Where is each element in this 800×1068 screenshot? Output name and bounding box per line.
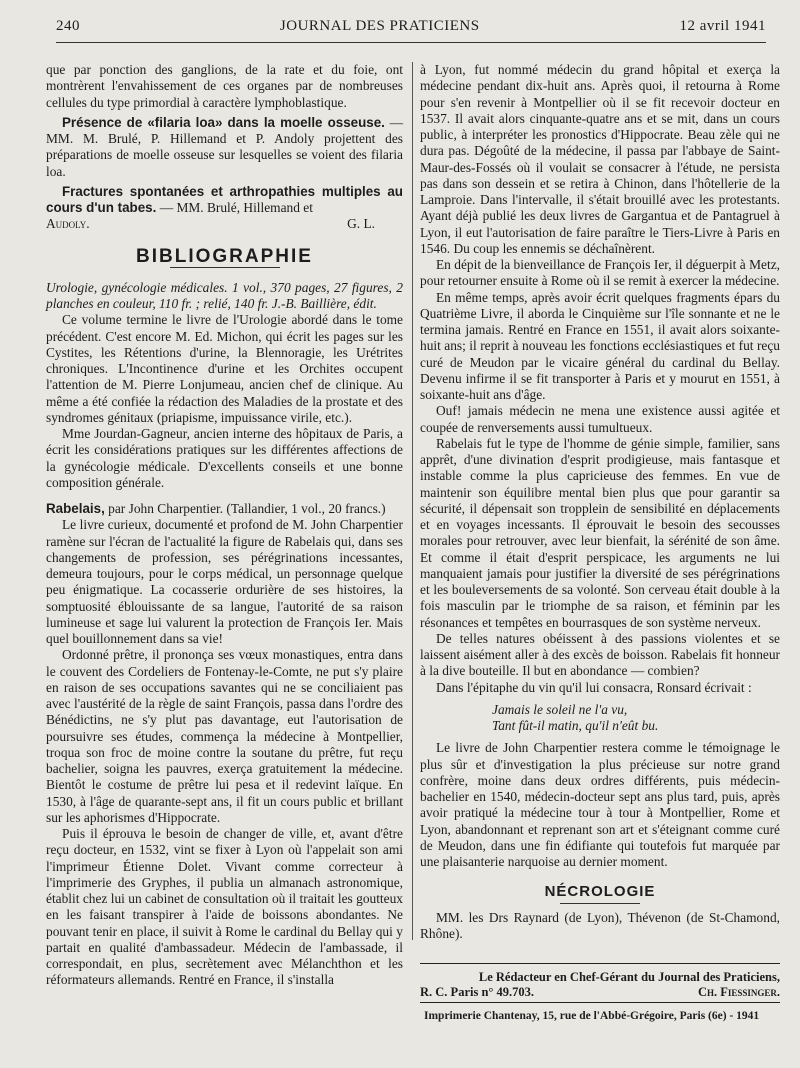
right-paragraph-5: Rabelais fut le type de l'homme de génie simple, familier, sans apprêt, d'une divination d'esprit prodigieuse, mais fantasque et instable comme la plus capricieuse des femmes. En vue de maintenir son équilibre mental bien plus que pour garantir sa sécurité, il dépensait son tropplein de sensibilité en déplacements et en voyages incessants. Il éprouvait le besoin des secousses morales pour retrouver, avec leur bienfait, la sérénité de son âme. Et comme il était d'esprit perspicace, les arguments ne lui manquaient jamais pour justifier la diversité de ses pérégrinations et les bouleversements de sa volonté. Son cerveau était double à la fois masculin par le triomphe de sa raison, et féminin par les résonances et tempêtes en bourrasques de son système nerveux. xyxy=(420,435,780,630)
poem-line-1: Jamais le soleil ne l'a vu, xyxy=(492,701,628,717)
footer-redacteur: Le Rédacteur en Chef-Gérant du Journal des Praticiens, xyxy=(478,970,780,984)
footer-imprimerie: Imprimerie Chantenay, 15, rue de l'Abbé-Grégoire, Paris (6e) - 1941 xyxy=(424,1010,760,1022)
issue-date: 12 avril 1941 xyxy=(679,18,766,34)
filaria-title: Présence de «filaria loa» dans la moelle osseuse. xyxy=(62,114,385,130)
footer-rule-top xyxy=(420,963,780,964)
fractures-text: — MM. Brulé, Hillemand et xyxy=(159,200,313,215)
rabelais-title: Rabelais, xyxy=(46,501,105,516)
signature-row xyxy=(46,216,403,232)
right-paragraph-6: De telles natures obéissent à des passions violentes et se laissent aisément aller à des excès de boisson. Rabelais fit honneur à la dive bouteille. Il but en abondance — combien? xyxy=(420,630,780,679)
rabelais-paragraph-1: Le livre curieux, documenté et profond de M. John Charpentier ramène sur l'écran de l'actualité la figure de Rabelais qui, dans ses changements de profession, ses pérégrinations incessantes, demeura toujours, pour le corps médical, un personnage quelque peu énigmatique. La cocasserie ordurière de ses histoires, la somptuosité éblouissante de sa langue, l'autorité de sa raison lumineuse et sage lui valurent la protection de François Ier. Mais quel bouillonnement dans sa vie! xyxy=(46,517,403,646)
intro-paragraph: que par ponction des ganglions, de la rate et du foie, ont montrèrent l'envahissement de ces organes par de nombreuses cellules du type primordial à caractère lymphoblastique. xyxy=(46,62,403,110)
fractures-author: Audoly. xyxy=(46,216,90,232)
urologie-reference: Urologie, gynécologie médicales. 1 vol., 370 pages, 27 figures, 2 planches en couleur, 110 fr. ; relié, 140 fr. J.-B. Baillière, édit. xyxy=(46,279,403,311)
page-number: 240 xyxy=(56,18,80,34)
footer-row xyxy=(420,985,780,1000)
rabelais-paragraph-3: Puis il éprouva le besoin de changer de ville, et, avant d'être reçu docteur, en 1532, vint se fixer à Lyon où l'appelait son ami l'imprimeur Étienne Dolet. Vivant comme correcteur à l'imprimerie des Gryphes, il publia un almanach astronomique, établit chez lui un cabinet de consultation où il traitait les goutteux en les faisant transpirer à l'aide de boissons abondantes. Ne pouvant tenir en place, il suivit à Rome le cardinal du Bellay qui y partait en qualité d'ambassadeur. Médecin de l'ambassade, il correspondait, en plus, secrètement avec Mélanchthon et les réformateurs allemands. Rentré en France, il s'installa xyxy=(46,826,403,988)
filaria-section xyxy=(46,115,403,180)
footer-gerant: Ch. Fiessinger. xyxy=(697,985,780,999)
filaria-text: — MM. M. Brulé, P. Hillemand et P. Andoly projettent des préparations de moelle osseuse sur lesquelles se voient des filaria loa. xyxy=(46,114,403,179)
urologie-paragraph-2: Mme Jourdan-Gagneur, ancien interne des hôpitaux de Paris, a écrit les considérations pratiques sur les différentes affections de la gynécologie médicale. D'excellents conseils et une bonne composition générale. xyxy=(46,426,403,490)
signature: G. L. xyxy=(347,216,375,232)
rabelais-ref-text: par John Charpentier. (Tallandier, 1 vol., 20 francs.) xyxy=(108,501,386,516)
rabelais-reference xyxy=(46,501,403,517)
bibliographie-heading: BIBLIOGRAPHIE xyxy=(136,245,313,267)
necrologie-text: MM. les Drs Raynard (de Lyon), Thévenon (de St-Chamond, Rhône). xyxy=(420,909,780,941)
right-paragraph-2: En dépit de la bienveillance de François Ier, il déguerpit à Metz, pour retourner ensuite à Rome où il se remit à exercer la médecine. xyxy=(420,257,780,289)
ronsard-poem xyxy=(492,702,780,735)
footer-rc: R. C. Paris n° 49.703. xyxy=(420,985,535,999)
header-rule xyxy=(56,42,766,43)
journal-title: JOURNAL DES PRATICIENS xyxy=(279,18,480,34)
right-paragraph-3: En même temps, après avoir écrit quelques fragments épars du Quatrième Livre, il aborda le Cinquième sur l'île sonnante et ne le termina jamais. Rentré en France en 1551, il avait alors soixante-huit ans; il reprit à nouveau les fonctions ecclésiastiques et fut reçu curé de Meudon par le vicaire général du cardinal du Bellay. Devenu infirme il se fit transporter à Paris et y mourut en 1551, à soixante-huit ans d'âge. xyxy=(420,289,780,402)
necrologie-heading: NÉCROLOGIE xyxy=(544,883,656,901)
right-column xyxy=(420,62,780,942)
right-paragraph-1: à Lyon, fut nommé médecin du grand hôpital et exerça la médecine pendant dix-huit ans. Après quoi, il retourna à Rome pour s'en revenir à Montpellier où il se fit recevoir docteur en 1537. Il avait alors cinquante-quatre ans et se mit, dans un cours public, à interpréter les pronostics d'Hippocrate. Beau zèle qui ne dura pas. Dégoûté de la médecine, il passa par l'abbaye de Saint-Maur-des-Fossés où il voulait se consacrer à l'étude, ne persista pas dans son dessein et se retira à Chinon, dans l'hôtellerie de la Lamproie. Dans l'intervalle, il s'était brouillé avec les protestants. Ayant déjà publié les deux livres de Gargantua et de Pantagruel à Lyon, il eut l'autorisation de faire paraître le Tiers-Livre à Paris en 1546. Du coup les ennemis se déchaînèrent. xyxy=(420,62,780,256)
footer-credits xyxy=(420,970,780,1000)
poem-line-2: Tant fût-il matin, qu'il n'eût bu. xyxy=(492,718,659,733)
right-paragraph-8: Le livre de John Charpentier restera comme le témoignage le plus sûr et d'investigation la plus précieuse sur notre grand confrère, moine dans deux ordres différents, puis médecin-bachelier en 1540, médecin-docteur sept ans plus tard, puis, après avoir pratiqué la médecine tour à tour à Montpellier, Rome et Lyon, abandonnant et reprenant son art et s'éteignant comme curé de Meudon, dans une fin édifiante qui toutefois fut marquée par une plaisanterie narquoise au dernier moment. xyxy=(420,740,780,869)
necrologie-rule xyxy=(560,903,640,904)
left-column xyxy=(46,62,403,989)
rabelais-paragraph-2: Ordonné prêtre, il prononça ses vœux monastiques, entra dans le couvent des Cordeliers de Fontenay-le-Comte, ne put s'y plaire en raison de ses occupations savantes qui ne se conciliaient pas avec l'austérité de la règle de saint François, passa dans l'ordre des Bénédictins, ne s'y plut pas davantage, eut l'autorisation de poursuivre ses études, commença la médecine à Montpellier, troqua son froc de moine contre la soutane du prêtre, fut reçu bachelier, soigna les pauvres, exerça gratuitement la médecine. Bientôt le costume de prêtre lui pesa et il redevint laïque. En 1530, à l'âge de quarante-sept ans, il fit un cours public et brillant sur les aphorismes d'Hippocrate. xyxy=(46,647,403,825)
right-paragraph-4: Ouf! jamais médecin ne mena une existence aussi agitée et coupée de renversements aussi tumultueux. xyxy=(420,403,780,435)
urologie-paragraph-1: Ce volume termine le livre de l'Urologie abordé dans le tome précédent. C'est encore M. Ed. Michon, qui écrit les pages sur les Cystites, les Rétentions d'urine, la Blennoragie, les Urétrites chroniques. L'Incontinence d'urine et les Orchites occupent l'attention de M. Pierre Lonjumeau, ancien chef de clinique. Au même a été confiée la rédaction des Maladies de la prostate et des syndromes génitaux (priapisme, impuissance virile, etc.). xyxy=(46,312,403,425)
right-paragraph-7: Dans l'épitaphe du vin qu'il lui consacra, Ronsard écrivait : xyxy=(436,679,752,695)
page-header xyxy=(56,18,766,35)
fractures-section xyxy=(46,184,403,217)
fractures-title: Fractures spontanées et arthropathies multiples au cours d'un tabes. xyxy=(46,183,403,215)
footer-rule-bottom xyxy=(420,1002,780,1003)
column-divider xyxy=(412,62,413,940)
bibliographie-rule xyxy=(170,267,280,268)
